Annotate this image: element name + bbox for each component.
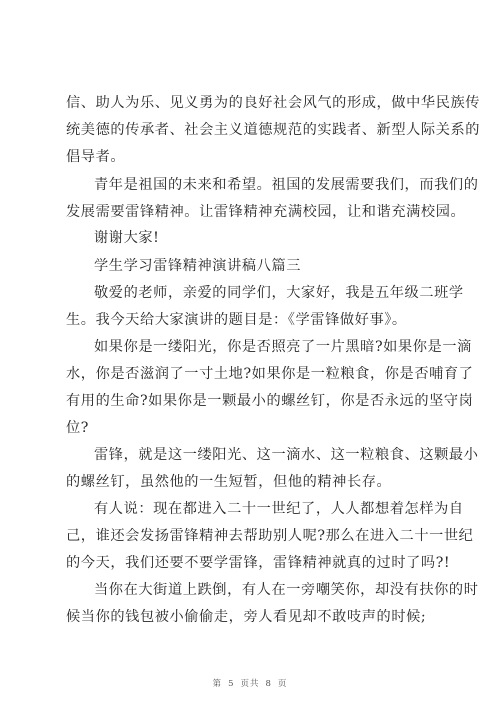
paragraph-start-line: 青年是祖国的未来和希望。祖国的发展需要我们，而我们的 <box>94 177 479 193</box>
footer-total-pages: 8 <box>265 679 272 689</box>
body-line: 水，你是否滋润了一寸土地?如果你是一粒粮食，你是否哺育了 <box>66 366 474 382</box>
body-line: 候当你的钱包被小偷偷走，旁人看见却不敢吱声的时候; <box>66 609 427 625</box>
closing-line: 谢谢大家! <box>94 230 160 246</box>
body-line: 位? <box>66 420 89 436</box>
footer-prefix: 第 <box>212 679 223 689</box>
paragraph-start-line: 当你在大街道上跌倒，有人在一旁嘲笑你，却没有扶你的时 <box>94 582 479 598</box>
paragraph-start-line: 敬爱的老师，亲爱的同学们，大家好，我是五年级二班学 <box>94 285 464 301</box>
body-line: 生。我今天给大家演讲的题目是：《学雷锋做好事》。 <box>66 312 407 328</box>
page-footer <box>0 677 500 689</box>
body-line: 的今天，我们还要不要学雷锋，雷锋精神就真的过时了吗?! <box>66 555 451 571</box>
footer-middle: 页共 <box>240 679 260 689</box>
body-line: 发展需要雷锋精神。让雷锋精神充满校园，让和谐充满校园。 <box>66 204 466 220</box>
body-line: 的螺丝钉，虽然他的一生短暂，但他的精神长存。 <box>66 474 392 490</box>
paragraph-start-line: 如果你是一缕阳光，你是否照亮了一片黑暗?如果你是一滴 <box>94 339 472 355</box>
paragraph-start-line: 雷锋，就是这一缕阳光、这一滴水、这一粒粮食、这颗最小 <box>94 447 479 463</box>
body-line: 统美德的传承者、社会主义道德规范的实践者、新型人际关系的 <box>66 122 481 138</box>
body-line: 倡导者。 <box>66 149 126 165</box>
footer-suffix: 页 <box>277 679 288 689</box>
paragraph-start-line: 有人说：现在都进入二十一世纪了，人人都想着怎样为自 <box>94 501 464 517</box>
footer-current-page: 5 <box>228 679 235 689</box>
body-line: 己，谁还会发扬雷锋精神去帮助别人呢?那么在进入二十一世纪 <box>66 528 474 544</box>
body-line: 信、助人为乐、见义勇为的良好社会风气的形成，做中华民族传 <box>66 95 481 111</box>
body-line: 有用的生命?如果你是一颗最小的螺丝钉，你是否永远的坚守岗 <box>66 393 474 409</box>
section-title: 学生学习雷锋精神演讲稿八篇三 <box>94 258 302 274</box>
